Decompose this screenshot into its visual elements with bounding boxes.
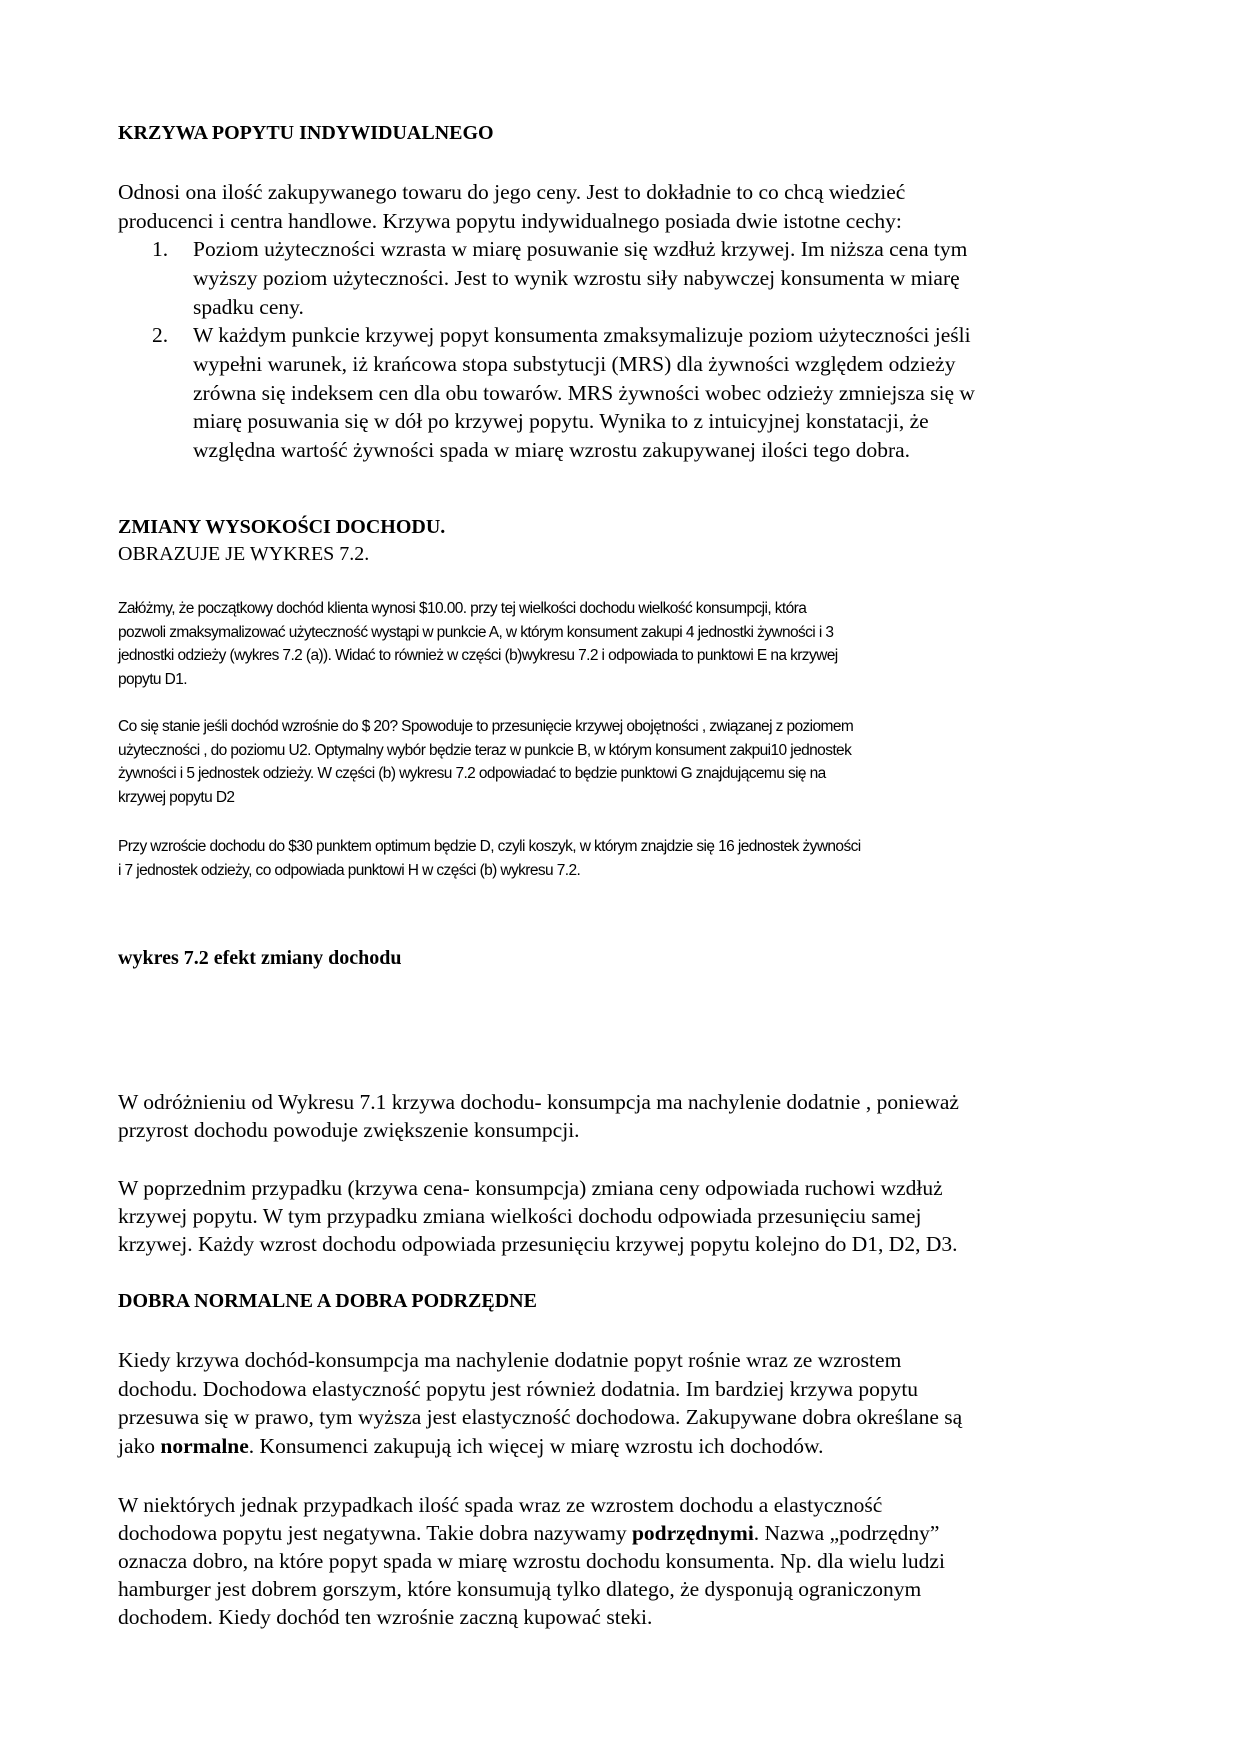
heading-krzywa-popytu-line: KRZYWA POPYTU INDYWIDUALNEGO bbox=[118, 122, 494, 144]
small-paragraph-2-line: żywności i 5 jednostek odzieży. W części (b) wykresu 7.2 odpowiadać to będzie punktowi G znajdującemu się na bbox=[118, 765, 826, 782]
small-paragraph-3-line: Przy wzroście dochodu do $30 punktem optimum będzie D, czyli koszyk, w którym znajdzie się 16 jednostek żywności bbox=[118, 838, 861, 855]
list-number: 2. bbox=[152, 323, 169, 347]
list-number: 1. bbox=[152, 237, 169, 261]
figure-caption-line: wykres 7.2 efekt zmiany dochodu bbox=[118, 947, 402, 969]
text-segment: . Nazwa „podrzędny” bbox=[753, 1521, 940, 1545]
list-item-2-line: wypełni warunek, iż krańcowa stopa substytucji (MRS) dla żywności względem odzieży bbox=[193, 351, 956, 376]
heading-dobra-normalne-line: DOBRA NORMALNE A DOBRA PODRZĘDNE bbox=[118, 1290, 537, 1312]
small-paragraph-1-line: popytu D1. bbox=[118, 670, 187, 688]
list-item-2-line: miarę posuwania się w dół po krzywej popytu. Wynika to z intuicyjnej konstatacji, że bbox=[193, 409, 929, 434]
paragraph-poprzednim-line: krzywej popytu. W tym przypadku zmiana wielkości dochodu odpowiada przesunięciu samej bbox=[118, 1204, 922, 1228]
text-segment: jako bbox=[118, 1433, 161, 1458]
list-item-2-line: względna wartość żywności spada w miarę wzrostu zakupywanej ilości tego dobra. bbox=[193, 438, 911, 463]
small-paragraph-1-line: jednostki odzieży (wykres 7.2 (a)). Widać to również w części (b)wykresu 7.2 i odpowiada to punktowi E na krzywej bbox=[118, 647, 838, 664]
paragraph-niektorych-line: oznacza dobro, na które popyt spada w miarę wzrostu dochodu konsumenta. Np. dla wielu ludzi bbox=[118, 1549, 945, 1573]
paragraph-niektorych-line: W niektórych jednak przypadkach ilość spada wraz ze wzrostem dochodu a elastyczność bbox=[118, 1493, 883, 1517]
small-paragraph-2-line: krzywej popytu D2 bbox=[118, 788, 235, 806]
paragraph-odroznieniu-line: przyrost dochodu powoduje zwiększenie konsumpcji. bbox=[118, 1118, 580, 1142]
text-segment: dochodowa popytu jest negatywna. Takie dobra nazywamy bbox=[118, 1521, 632, 1545]
list-item-2-line: W każdym punkcie krzywej popyt konsumenta zmaksymalizuje poziom użyteczności jeśli bbox=[193, 323, 971, 347]
intro-paragraph-line: producenci i centra handlowe. Krzywa popytu indywidualnego posiada dwie istotne cechy: bbox=[118, 208, 902, 233]
small-paragraph-2-line: użyteczności , do poziomu U2. Optymalny wybór będzie teraz w punkcie B, w którym konsument zakpui10 jednostek bbox=[118, 741, 852, 759]
paragraph-kiedy-line: Kiedy krzywa dochód-konsumpcja ma nachylenie dodatnie popyt rośnie wraz ze wzrostem bbox=[118, 1348, 902, 1372]
small-paragraph-1-line: Załóżmy, że początkowy dochód klienta wynosi $10.00. przy tej wielkości dochodu wielkość konsumpcji, która bbox=[118, 600, 807, 617]
small-paragraph-2-line: Co się stanie jeśli dochód wzrośnie do $ 20? Spowoduje to przesunięcie krzywej obojętności , związanej z poziomem bbox=[118, 718, 854, 735]
paragraph-kiedy-line bbox=[118, 1434, 824, 1459]
heading-zmiany-dochodu-line: ZMIANY WYSOKOŚCI DOCHODU. bbox=[118, 516, 446, 538]
paragraph-kiedy-line: dochodu. Dochodowa elastyczność popytu jest również dodatnia. Im bardziej krzywa popytu bbox=[118, 1376, 919, 1401]
paragraph-poprzednim-line: krzywej. Każdy wzrost dochodu odpowiada przesunięciu krzywej popytu kolejno do D1, D2, D3. bbox=[118, 1232, 958, 1256]
paragraph-niektorych-line bbox=[118, 1521, 939, 1546]
paragraph-niektorych-line: hamburger jest dobrem gorszym, które konsumują tylko dlatego, że dysponują ograniczonym bbox=[118, 1577, 922, 1601]
list-item-1-line: spadku ceny. bbox=[193, 294, 304, 319]
paragraph-kiedy-line: przesuwa się w prawo, tym wyższa jest elastyczność dochodowa. Zakupywane dobra określane są bbox=[118, 1405, 963, 1429]
list-item-1-line: wyższy poziom użyteczności. Jest to wynik wzrostu siły nabywczej konsumenta w miarę bbox=[193, 265, 960, 290]
list-item-1-line: Poziom użyteczności wzrasta w miarę posuwanie się wzdłuż krzywej. Im niższa cena tym bbox=[193, 237, 968, 261]
bold-term: normalne bbox=[160, 1433, 249, 1458]
small-paragraph-3-line: i 7 jednostek odzieży, co odpowiada punktowi H w części (b) wykresu 7.2. bbox=[118, 861, 581, 879]
list-item-2-line: zrówna się indeksem cen dla obu towarów. MRS żywności wobec odzieży zmniejsza się w bbox=[193, 380, 975, 405]
subheading-wykres-line: OBRAZUJE JE WYKRES 7.2. bbox=[118, 543, 370, 565]
paragraph-niektorych-line: dochodem. Kiedy dochód ten wzrośnie zaczną kupować steki. bbox=[118, 1605, 653, 1629]
text-segment: . Konsumenci zakupują ich więcej w miarę wzrostu ich dochodów. bbox=[248, 1433, 824, 1458]
paragraph-odroznieniu-line: W odróżnieniu od Wykresu 7.1 krzywa dochodu- konsumpcja ma nachylenie dodatnie , ponieważ bbox=[118, 1090, 959, 1114]
bold-term: podrzędnymi bbox=[631, 1521, 754, 1545]
small-paragraph-1-line: pozwoli zmaksymalizować użyteczność wystąpi w punkcie A, w którym konsument zakupi 4 jednostki żywności i 3 bbox=[118, 623, 834, 641]
paragraph-poprzednim-line: W poprzednim przypadku (krzywa cena- konsumpcja) zmiana ceny odpowiada ruchowi wzdłuż bbox=[118, 1176, 943, 1200]
intro-paragraph-line: Odnosi ona ilość zakupywanego towaru do jego ceny. Jest to dokładnie to co chcą wiedzieć bbox=[118, 180, 906, 204]
